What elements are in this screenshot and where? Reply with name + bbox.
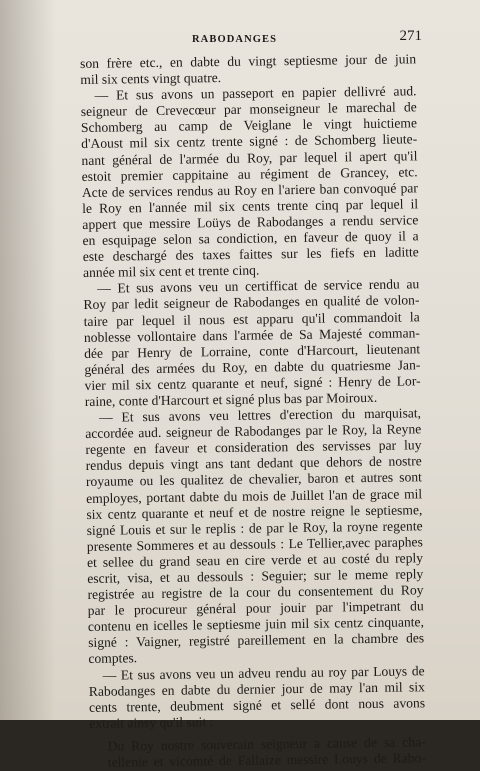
text-line: mil six cents vingt quatre.: [80, 70, 222, 88]
text-line: taire par lequel il nous est apparu qu'il commandoit la: [83, 308, 420, 329]
text-line: Acte de services rendus au Roy en l'ariere ban convoqué par: [81, 180, 418, 200]
text-line: en esquipage selon sa condiction, en faveur de quoy il a: [82, 228, 419, 249]
text-line: Schomberg au camp de Veiglane le vingt huictieme: [80, 115, 418, 136]
text-line: registrée au registre de la cour du consentement du Roy: [87, 582, 424, 603]
text-line: son frère etc., en dabte du vingt septiesme jour de juin: [80, 51, 417, 71]
text-line: vier mil six centz quarante et neuf, signé : Henry de Lor-: [84, 373, 421, 393]
text-line: raine, conte d'Harcourt et signé plus bas par Moiroux.: [84, 389, 378, 409]
text-line: et sellee du grand seau en cire verde et au costé du reply: [86, 550, 424, 570]
text-line: — Et sus avons veu un certifficat de service rendu au: [97, 276, 420, 297]
text-line: escrit, visa, et au dessouls : Seguier; sur le meme reply: [87, 566, 424, 586]
text-line: seigneur de Crevecœur par monseigneur le marechal de: [80, 99, 417, 120]
text-line: le Roy en l'année mil six cents trente cinq par lequel il: [82, 196, 419, 216]
body-text: [80, 51, 426, 770]
running-head: RABODANGES: [192, 34, 278, 45]
text-line: este deschargé des taxes faittes sur les fiefs en laditte: [82, 244, 419, 265]
text-line: d'Aoust mil six centz trente signé : de Schomberg lieute-: [81, 131, 418, 152]
text-line: tellenie et vicomté de Fallaize messire Louys de Rabo-: [107, 750, 426, 770]
text-line: signé Louis et sur le replis : de par le Roy, la royne regente: [86, 517, 423, 538]
text-line: appert que messire Loüys de Rabodanges a rendu service: [82, 212, 419, 232]
text-line: noblesse vollontaire dans l'armée de Sa Majesté comman-: [83, 324, 420, 345]
text-line: Rabodanges en dabte du dernier jour de may l'an mil six: [88, 678, 425, 699]
text-line: comptes.: [88, 650, 138, 667]
text-line: — Et sus avons veu un adveu rendu au roy par Louys de: [102, 662, 425, 683]
text-line: regente en faveur et consideration des servisses par luy: [85, 437, 422, 458]
text-line: — Et sus avons veu lettres d'erection du marquisat,: [98, 405, 422, 425]
text-line: année mil six cent et trente cinq.: [82, 262, 260, 281]
text-line: cents trente, deubment signé et sellé dont nous avons: [88, 694, 426, 715]
text-line: général des armées du Roy, en dabte du quatriesme Jan-: [84, 357, 421, 377]
page-header: [80, 28, 422, 52]
text-line: accordée aud. seigneur de Rabodanges par le Roy, la Reyne: [85, 421, 422, 442]
text-line: estoit premier cappitaine au régiment de Grancey, etc.: [81, 163, 418, 184]
text-line: contenu en icelles le septiesme juin mil six centz cinquante,: [87, 614, 425, 635]
binding-gutter-shadow: [0, 0, 56, 720]
text-line: dée par Henry de Lorraine, conte d'Harcourt, lieutenant: [84, 340, 421, 361]
text-line: par le procureur général pour jouir par l'impetrant du: [87, 598, 424, 619]
text-line: extrait ainsy qu'il suit :: [89, 714, 214, 731]
text-line: six centz quarante et neuf et de nostre reigne le septiesme,: [86, 501, 423, 522]
text-line: Du Roy nostre souverain seigneur a cause de sa cha-: [107, 734, 426, 754]
text-line: Roy par ledit seigneur de Rabodanges en qualité de volon-: [83, 292, 420, 313]
text-line: employes, portant dabte du mois de Juillet l'an de grace mil: [86, 485, 423, 506]
text-line: nant général de l'armée du Roy, par lequel il apert qu'il: [81, 147, 418, 168]
page-number: 271: [399, 28, 422, 44]
text-line: presente Sommeres et au dessouls : Le Tellier,avec paraphes: [86, 534, 423, 554]
text-line: royaume ou les qualitez de chevalier, baron et autres sont: [85, 469, 423, 490]
text-line: — Et sus avons un passeport en papier dellivré aud.: [94, 83, 417, 103]
text-line: signé : Vaigner, registré pareillement en la chambre des: [88, 630, 425, 651]
text-line: rendus depuis vingt ans tant dedant que dehors de nostre: [85, 453, 422, 474]
